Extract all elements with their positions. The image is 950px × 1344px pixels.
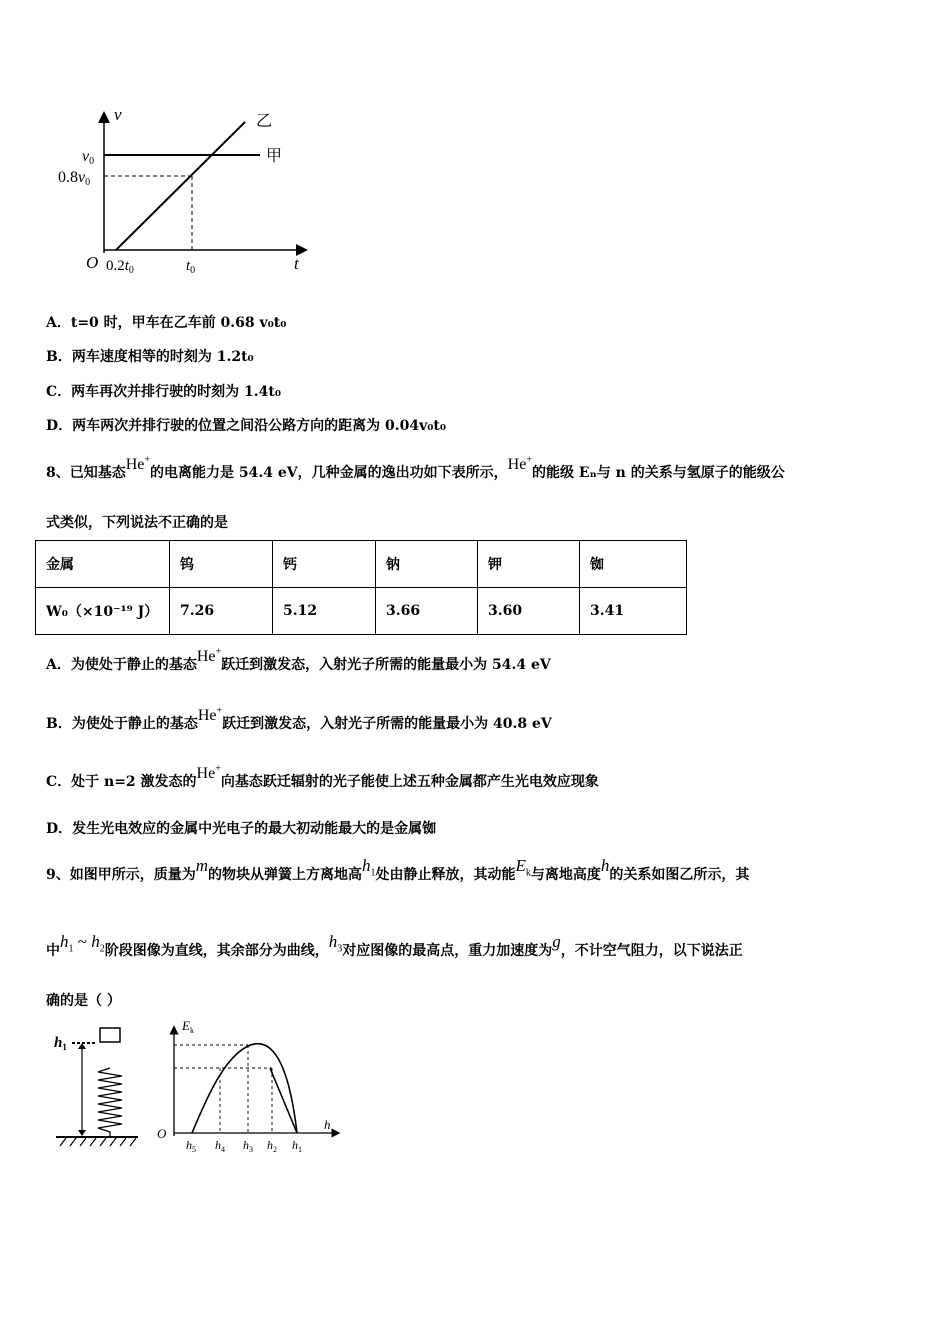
table-header-row — [36, 541, 687, 588]
q8-option-a: A．为使处于静止的基态He+跃迁到激发态，入射光子所需的能量最小为 54.4 eV — [46, 646, 551, 673]
q7-option-a: A．t=0 时，甲车在乙车前 0.68 v₀t₀ — [46, 315, 287, 331]
v-axis-label: v — [114, 105, 122, 124]
he-ion-symbol: He+ — [507, 454, 532, 473]
origin-label: O — [157, 1126, 167, 1141]
table-cell: 5.12 — [273, 588, 376, 635]
label-yi: 乙 — [256, 113, 273, 130]
table-cell: 铷 — [580, 541, 687, 588]
q9-stem-line1: 9、如图甲所示，质量为m的物块从弹簧上方离地高$h_1$处由静止释放，其动能$E_k$与离地高度h的关系如图乙所示，其 — [46, 856, 750, 883]
table-cell: 金属 — [36, 541, 170, 588]
he-ion-symbol: He+ — [196, 646, 222, 665]
tick-h3: $h_3$ — [243, 1138, 253, 1154]
table-cell: 7.26 — [170, 588, 273, 635]
spring-figure — [50, 1022, 150, 1152]
table-cell: 钾 — [478, 541, 580, 588]
block — [100, 1028, 120, 1042]
work-function-table — [35, 540, 687, 635]
t-axis-label: t — [294, 254, 299, 273]
q7-option-b: B．两车速度相等的时刻为 1.2t₀ — [46, 349, 254, 365]
table-cell: 3.66 — [376, 588, 478, 635]
table-cell: 3.60 — [478, 588, 580, 635]
q8-stem-line2: 式类似，下列说法不正确的是 — [46, 515, 228, 531]
table-cell: 钠 — [376, 541, 478, 588]
straight-segment — [270, 1068, 297, 1133]
label-jia: 甲 — [266, 148, 283, 165]
he-ion-symbol: He+ — [197, 705, 223, 724]
v08-label: 0.8v0 — [58, 169, 91, 188]
ek-curve — [192, 1044, 297, 1133]
tick-h1: $h_1$ — [292, 1138, 302, 1154]
q9-stem-line3: 确的是（ ） — [46, 993, 121, 1009]
q9-stem-line2: 中$h_1$ ~ $h_2$阶段图像为直线，其余部分为曲线，$h_3$对应图像的最高点，重力加速度为g，不计空气阻力，以下说法正 — [46, 932, 743, 959]
table-cell: 钨 — [170, 541, 273, 588]
q8-option-b: B．为使处于静止的基态He+跃迁到激发态，入射光子所需的能量最小为 40.8 eV — [46, 705, 552, 732]
v0-label: v0 — [82, 148, 95, 167]
tick-h5: $h_5$ — [186, 1138, 196, 1154]
ek-h-graph — [152, 1012, 352, 1152]
table-cell: W₀（×10⁻¹⁹ J） — [36, 588, 170, 635]
t0-label: $t_0$ — [186, 258, 196, 276]
table-cell: 钙 — [273, 541, 376, 588]
ek-axis-label: $E_k$ — [182, 1018, 194, 1035]
table-row — [36, 588, 687, 635]
t02-label: $0.2t_0$ — [106, 258, 134, 276]
table-cell: 3.41 — [580, 588, 687, 635]
spring — [98, 1068, 122, 1136]
q8-option-d: D．发生光电效应的金属中光电子的最大初动能最大的是金属铷 — [46, 821, 437, 837]
line-yi — [116, 122, 245, 250]
q7-option-c: C．两车再次并排行驶的时刻为 1.4t₀ — [46, 384, 281, 400]
h-axis-label: h — [324, 1117, 331, 1132]
he-ion-symbol: He+ — [125, 454, 151, 473]
q8-option-c: C．处于 n=2 激发态的He+向基态跃迁辐射的光子能使上述五种金属都产生光电效应现象 — [46, 763, 599, 790]
h1-label: $h_1$ — [54, 1035, 67, 1052]
origin-label: O — [86, 253, 99, 272]
tick-h2: $h_2$ — [267, 1138, 277, 1154]
velocity-time-graph — [58, 100, 410, 280]
q7-option-d: D．两车两次并排行驶的位置之间沿公路方向的距离为 0.04v₀t₀ — [46, 418, 446, 434]
tick-h4: $h_4$ — [215, 1138, 225, 1154]
he-ion-symbol: He+ — [196, 763, 221, 782]
q8-stem-line1: 8、已知基态He+的电离能力是 54.4 eV，几种金属的逸出功如下表所示，He+的能级 Eₙ与 n 的关系与氢原子的能级公 — [46, 454, 785, 481]
